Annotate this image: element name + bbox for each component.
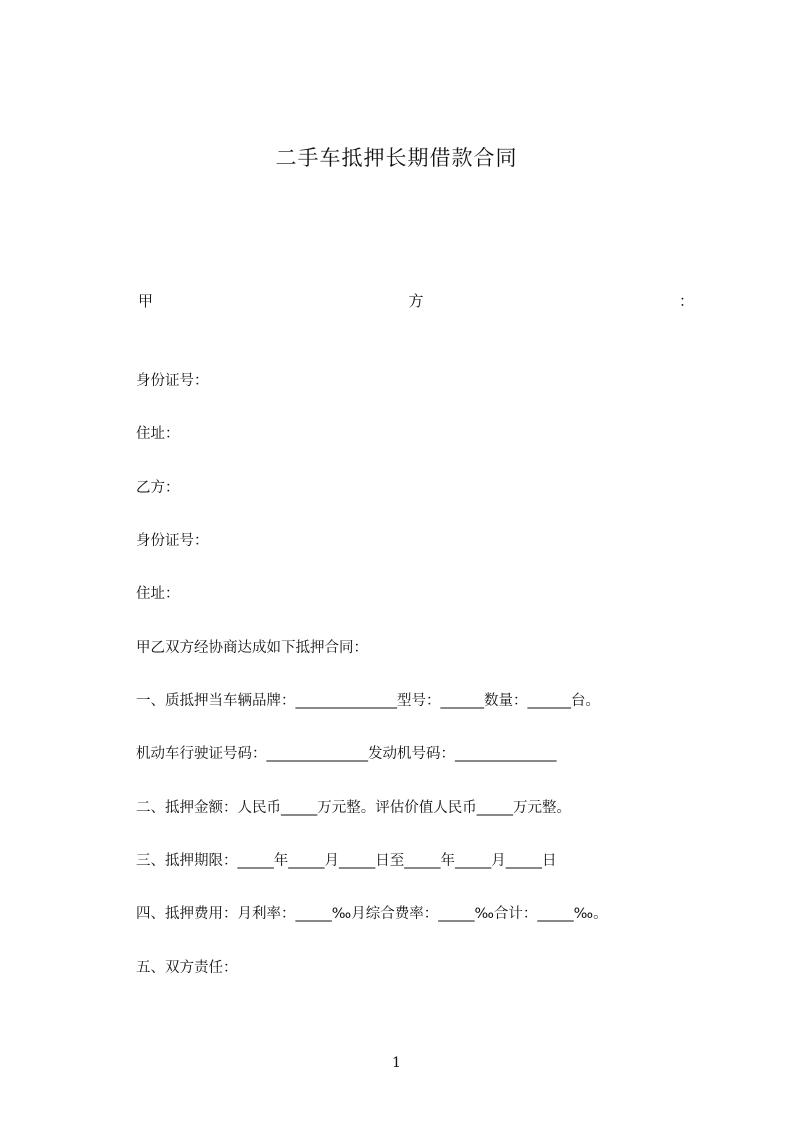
document-title: 二手车抵押长期借款合同 <box>275 146 518 170</box>
party-a-address-label: 住址： <box>136 426 180 442</box>
page-number: 1 <box>392 1055 401 1071</box>
party-b-address-label: 住址： <box>136 586 180 602</box>
party-a-char-1: 甲 <box>138 292 154 310</box>
party-b-id-label: 身份证号： <box>136 533 209 549</box>
clause-2-amount: 二、抵押金额：人民币_____万元整。评估价值人民币_____万元整。 <box>136 800 571 816</box>
clause-5-responsibilities: 五、双方责任： <box>136 960 238 976</box>
party-a-id-label: 身份证号： <box>136 373 209 389</box>
party-b-label: 乙方： <box>136 480 180 496</box>
clause-3-term: 三、抵押期限：_____年_____月_____日至_____年_____月_____日 <box>136 853 557 869</box>
clause-1-vehicle: 一、质抵押当车辆品牌：______________型号：______数量：______台。 <box>136 693 600 709</box>
party-a-colon: ： <box>678 292 694 310</box>
agreement-intro: 甲乙双方经协商达成如下抵押合同： <box>136 640 368 656</box>
party-a-char-2: 方 <box>408 292 424 310</box>
clause-1-license: 机动车行驶证号码：______________发动机号码：______________ <box>136 746 557 762</box>
clause-4-fees: 四、抵押费用：月利率：_____‰月综合费率：_____‰合计：_____‰。 <box>136 906 608 922</box>
party-a-row <box>138 290 694 311</box>
